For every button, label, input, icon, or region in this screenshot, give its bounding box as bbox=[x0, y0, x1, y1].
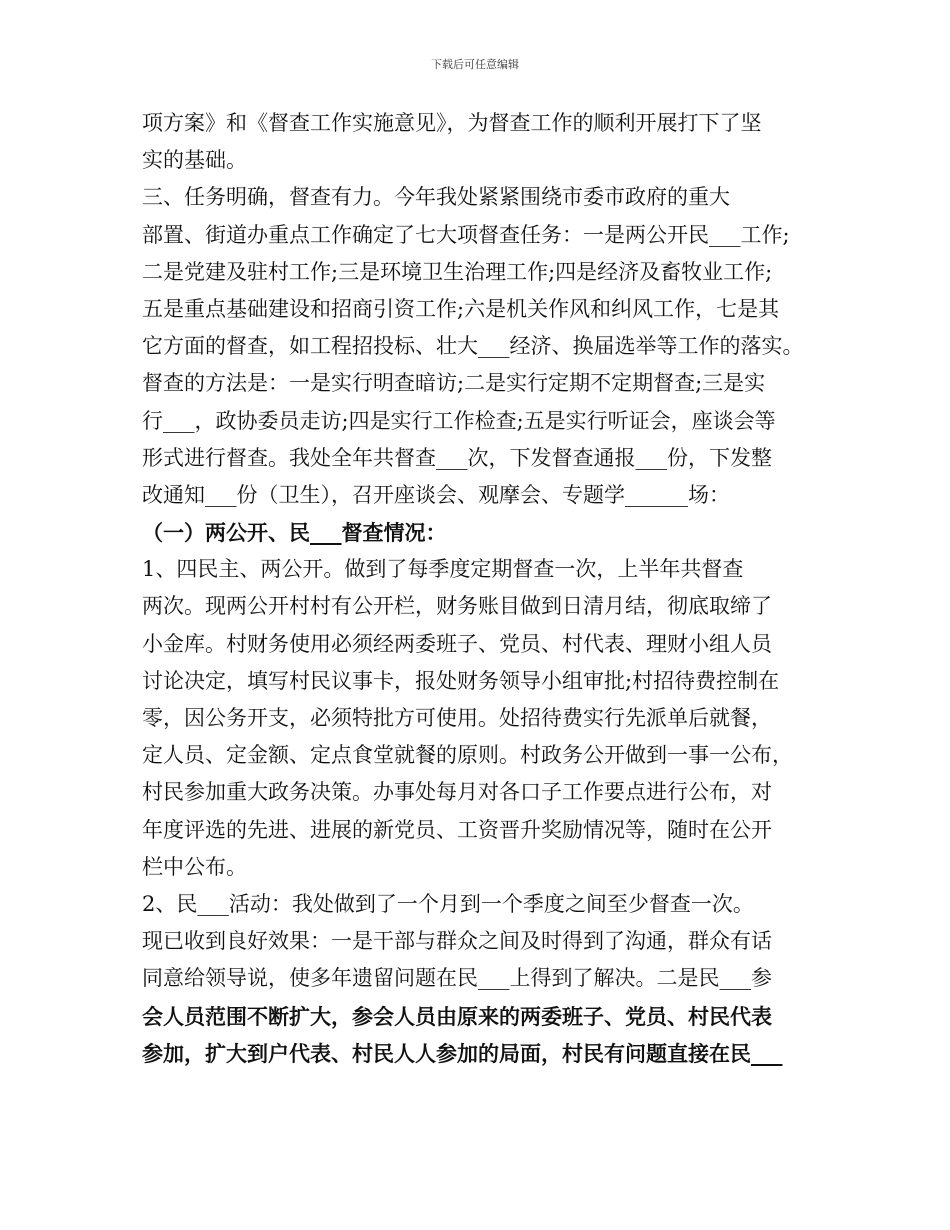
text-line: 两次。现两公开村村有公开栏，财务账目做到日清月结，彻底取缔了 bbox=[142, 594, 772, 619]
text-line: 二是党建及驻村工作;三是环境卫生治理工作;四是经济及畜牧业工作; bbox=[142, 259, 773, 284]
text-line: 实的基础。 bbox=[142, 148, 247, 173]
text-line: 定人员、定金额、定点食堂就餐的原则。村政务公开做到一事一公布， bbox=[142, 743, 793, 768]
text-line: 部置、街道办重点工作确定了七大项督查任务：一是两公开民___工作; bbox=[142, 222, 790, 247]
text-line: 项方案》和《督查工作实施意见》，为督查工作的顺利开展打下了坚 bbox=[142, 111, 762, 135]
text-line: 它方面的督查，如工程招投标、壮大___经济、换届选举等工作的落实。 bbox=[142, 334, 804, 359]
text-line: 形式进行督查。我处全年共督查___次，下发督查通报___份，下发整 bbox=[142, 445, 772, 470]
text-line: 参加，扩大到户代表、村民人人参加的局面，村民有问题直接在民___ bbox=[142, 1040, 783, 1066]
text-line: 1、四民主、两公开。做到了每季度定期督查一次，上半年共督查 bbox=[142, 557, 744, 582]
text-line: （一）两公开、民___督查情况： bbox=[142, 520, 447, 546]
text-line: 改通知___份（卫生），召开座谈会、观摩会、专题学______场： bbox=[142, 482, 730, 507]
text-line: 栏中公布。 bbox=[142, 854, 247, 879]
text-line: 会人员范围不断扩大，参会人员由原来的两委班子、党员、村民代表 bbox=[142, 1003, 772, 1029]
text-line: 五是重点基础建设和招商引资工作;六是机关作风和纠风工作，七是其 bbox=[142, 296, 780, 321]
text-line: 现已收到良好效果：一是干部与群众之间及时得到了沟通，群众有话 bbox=[142, 929, 772, 954]
text-line: 三、任务明确，督查有力。今年我处紧紧围绕市委市政府的重大 bbox=[142, 185, 730, 210]
document-body bbox=[142, 105, 816, 1072]
text-line: 同意给领导说，使多年遗留问题在民___上得到了解决。二是民___参 bbox=[142, 966, 772, 991]
text-line: 讨论决定，填写村民议事卡，报处财务领导小组审批;村招待费控制在 bbox=[142, 668, 780, 693]
text-line: 小金库。村财务使用必须经两委班子、党员、村代表、理财小组人员 bbox=[142, 631, 772, 656]
text-line: 村民参加重大政务决策。办事处每月对各口子工作要点进行公布，对 bbox=[142, 780, 772, 805]
text-line: 年度评选的先进、进展的新党员、工资晋升奖励情况等，随时在公开 bbox=[142, 817, 772, 842]
text-line: 2、民___活动：我处做到了一个月到一个季度之间至少督查一次。 bbox=[142, 891, 754, 916]
text-line: 督查的方法是：一是实行明查暗访;二是实行定期不定期督查;三是实 bbox=[142, 371, 766, 396]
text-line: 行___，政协委员走访;四是实行工作检查;五是实行听证会，座谈会等 bbox=[142, 408, 776, 433]
text-line: 零，因公务开支，必须特批方可使用。处招待费实行先派单后就餐， bbox=[142, 706, 772, 730]
page-header: 下载后可任意编辑 bbox=[431, 58, 519, 71]
